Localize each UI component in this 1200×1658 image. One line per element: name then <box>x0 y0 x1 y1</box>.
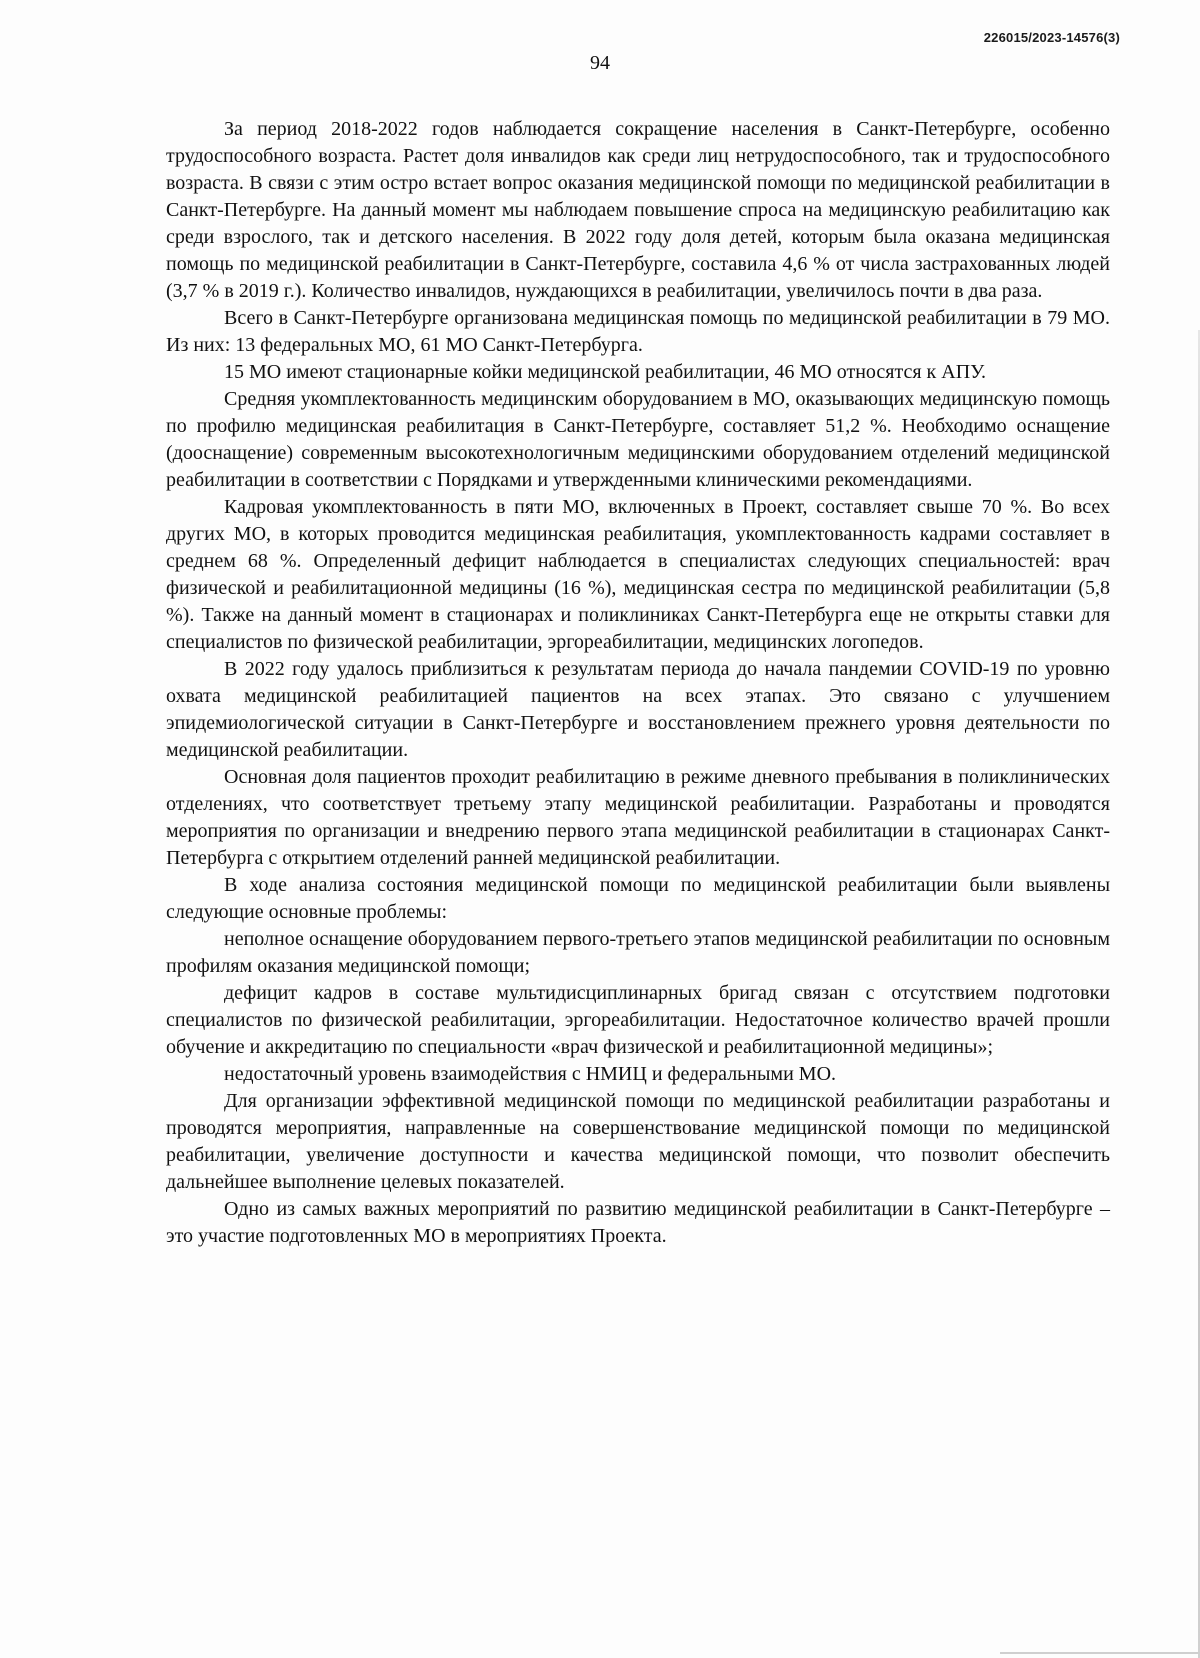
document-body <box>166 116 1110 1250</box>
list-item-equipment-problem: неполное оснащение оборудованием первого-третьего этапов медицинской реабилитации по основным профилям оказания медицинской помощи; <box>166 928 1110 977</box>
list-item-staff-problem: дефицит кадров в составе мультидисциплинарных бригад связан с отсутствием подготовки специалистов по физической реабилитации, эргореабилитации. Недостаточное количество врачей прошли обучение и аккредитацию по специальности «врач физической и реабилитационной медицины»; <box>166 982 1110 1058</box>
scan-bottom-line <box>1000 1652 1200 1654</box>
paragraph-problems-intro: В ходе анализа состояния медицинской помощи по медицинской реабилитации были выявлены следующие основные проблемы: <box>166 874 1110 923</box>
paragraph-equipment: Средняя укомплектованность медицинским оборудованием в МО, оказывающих медицинскую помощь по профилю медицинская реабилитация в Санкт-Петербурге, составляет 51,2 %. Необходимо оснащение (дооснащение) современным высокотехнологичным медицинскими оборудованием отделений медицинской реабилитации в соответствии с Порядками и утвержденными клиническими рекомендациями. <box>166 388 1110 491</box>
paragraph-project-participation: Одно из самых важных мероприятий по развитию медицинской реабилитации в Санкт-Петербурге – это участие подготовленных МО в мероприятиях Проекта. <box>166 1198 1110 1247</box>
paragraph-population-decline: За период 2018-2022 годов наблюдается сокращение населения в Санкт-Петербурге, особенно трудоспособного возраста. Растет доля инвалидов как среди лиц нетрудоспособного, так и трудоспособного возраста. В связи с этим остро встает вопрос оказания медицинской помощи по медицинской реабилитации в Санкт-Петербурге. На данный момент мы наблюдаем повышение спроса на медицинскую реабилитацию как среди взрослого, так и детского населения. В 2022 году доля детей, которым была оказана медицинская помощь по медицинской реабилитации в Санкт-Петербурге, составила 4,6 % от числа застрахованных людей (3,7 % в 2019 г.). Количество инвалидов, нуждающихся в реабилитации, увеличилось почти в два раза. <box>166 118 1110 302</box>
paragraph-day-care: Основная доля пациентов проходит реабилитацию в режиме дневного пребывания в поликлинических отделениях, что соответствует третьему этапу медицинской реабилитации. Разработаны и проводятся мероприятия по организации и внедрению первого этапа медицинской реабилитации в стационарах Санкт-Петербурга с открытием отделений ранней медицинской реабилитации. <box>166 766 1110 869</box>
page-number: 94 <box>590 52 610 74</box>
paragraph-organizations-total: Всего в Санкт-Петербурге организована медицинская помощь по медицинской реабилитации в 79 МО. Из них: 13 федеральных МО, 61 МО Санкт-Петербурга. <box>166 307 1110 356</box>
paragraph-measures: Для организации эффективной медицинской помощи по медицинской реабилитации разработаны и проводятся мероприятия, направленные на совершенствование медицинской помощи по медицинской реабилитации, увеличение доступности и качества медицинской помощи, что позволит обеспечить дальнейшее выполнение целевых показателей. <box>166 1090 1110 1193</box>
paragraph-covid-recovery: В 2022 году удалось приблизиться к результатам периода до начала пандемии COVID-19 по уровню охвата медицинской реабилитацией пациентов на всех этапах. Это связано с улучшением эпидемиологической ситуации в Санкт-Петербурге и восстановлением прежнего уровня деятельности по медицинской реабилитации. <box>166 658 1110 761</box>
paragraph-inpatient-beds: 15 МО имеют стационарные койки медицинской реабилитации, 46 МО относятся к АПУ. <box>224 361 987 383</box>
document-registration-number: 226015/2023-14576(3) <box>983 30 1120 45</box>
list-item-cooperation-problem: недостаточный уровень взаимодействия с НМИЦ и федеральными МО. <box>224 1063 837 1085</box>
paragraph-staffing: Кадровая укомплектованность в пяти МО, включенных в Проект, составляет свыше 70 %. Во всех других МО, в которых проводится медицинская реабилитация, укомплектованность кадрами составляет в среднем 68 %. Определенный дефицит наблюдается в специалистах следующих специальностей: врач физической и реабилитационной медицины (16 %), медицинская сестра по медицинской реабилитации (5,8 %). Также на данный момент в стационарах и поликлиниках Санкт-Петербурга еще не открыты ставки для специалистов по физической реабилитации, эргореабилитации, медицинских логопедов. <box>166 496 1110 653</box>
